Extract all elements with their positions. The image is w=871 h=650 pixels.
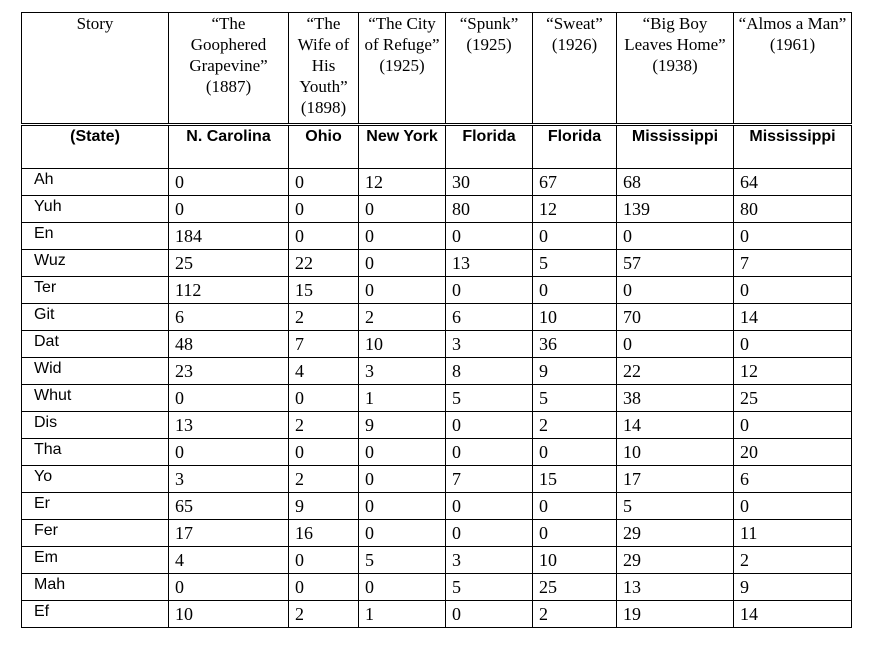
dialect-word-cell: Fer	[22, 520, 169, 547]
count-cell: 0	[446, 277, 533, 304]
table-row	[22, 439, 852, 466]
count-cell: 9	[734, 574, 852, 601]
state-header-row	[22, 125, 852, 169]
count-cell: 13	[446, 250, 533, 277]
count-cell: 1	[359, 385, 446, 412]
count-cell: 3	[169, 466, 289, 493]
count-cell: 0	[289, 223, 359, 250]
count-cell: 0	[617, 223, 734, 250]
count-cell: 2	[289, 304, 359, 331]
count-cell: 9	[359, 412, 446, 439]
count-cell: 10	[617, 439, 734, 466]
count-cell: 29	[617, 520, 734, 547]
dialect-word-cell: Wid	[22, 358, 169, 385]
state-header-label: (State)	[22, 125, 169, 169]
count-cell: 29	[617, 547, 734, 574]
count-cell: 20	[734, 439, 852, 466]
count-cell: 0	[169, 169, 289, 196]
count-cell: 11	[734, 520, 852, 547]
count-cell: 0	[289, 169, 359, 196]
table-row	[22, 547, 852, 574]
count-cell: 0	[734, 493, 852, 520]
count-cell: 0	[533, 277, 617, 304]
count-cell: 5	[359, 547, 446, 574]
count-cell: 0	[446, 493, 533, 520]
story-title: “The Wife of His Youth” (1898)	[289, 13, 359, 125]
count-cell: 0	[359, 574, 446, 601]
count-cell: 5	[533, 250, 617, 277]
count-cell: 2	[289, 412, 359, 439]
dialect-word-cell: Mah	[22, 574, 169, 601]
count-cell: 6	[734, 466, 852, 493]
count-cell: 7	[734, 250, 852, 277]
story-state: Mississippi	[734, 125, 852, 169]
count-cell: 23	[169, 358, 289, 385]
count-cell: 0	[533, 520, 617, 547]
count-cell: 57	[617, 250, 734, 277]
count-cell: 19	[617, 601, 734, 628]
count-cell: 15	[533, 466, 617, 493]
dialect-word-cell: Whut	[22, 385, 169, 412]
count-cell: 65	[169, 493, 289, 520]
count-cell: 14	[734, 601, 852, 628]
count-cell: 10	[359, 331, 446, 358]
count-cell: 5	[446, 385, 533, 412]
count-cell: 3	[446, 547, 533, 574]
count-cell: 12	[734, 358, 852, 385]
count-cell: 2	[289, 466, 359, 493]
story-title: “Spunk” (1925)	[446, 13, 533, 125]
count-cell: 0	[446, 412, 533, 439]
count-cell: 5	[446, 574, 533, 601]
count-cell: 4	[169, 547, 289, 574]
count-cell: 36	[533, 331, 617, 358]
dialect-word-cell: Tha	[22, 439, 169, 466]
count-cell: 5	[617, 493, 734, 520]
table-row	[22, 412, 852, 439]
count-cell: 0	[169, 574, 289, 601]
dialect-word-cell: Wuz	[22, 250, 169, 277]
table-row	[22, 250, 852, 277]
count-cell: 30	[446, 169, 533, 196]
table-row	[22, 304, 852, 331]
count-cell: 22	[617, 358, 734, 385]
count-cell: 0	[617, 331, 734, 358]
story-title: “Sweat” (1926)	[533, 13, 617, 125]
count-cell: 80	[446, 196, 533, 223]
count-cell: 9	[533, 358, 617, 385]
count-cell: 5	[533, 385, 617, 412]
count-cell: 2	[533, 601, 617, 628]
table-row	[22, 223, 852, 250]
story-state: Florida	[446, 125, 533, 169]
count-cell: 12	[533, 196, 617, 223]
count-cell: 80	[734, 196, 852, 223]
count-cell: 70	[617, 304, 734, 331]
count-cell: 139	[617, 196, 734, 223]
count-cell: 12	[359, 169, 446, 196]
story-header-row	[22, 13, 852, 125]
count-cell: 2	[533, 412, 617, 439]
count-cell: 14	[734, 304, 852, 331]
count-cell: 112	[169, 277, 289, 304]
dialect-word-cell: Dat	[22, 331, 169, 358]
count-cell: 0	[734, 412, 852, 439]
table-row	[22, 601, 852, 628]
story-title: “Almos a Man” (1961)	[734, 13, 852, 125]
table-row	[22, 358, 852, 385]
count-cell: 0	[359, 277, 446, 304]
dialect-word-cell: Yuh	[22, 196, 169, 223]
count-cell: 8	[446, 358, 533, 385]
count-cell: 15	[289, 277, 359, 304]
story-title: “Big Boy Leaves Home” (1938)	[617, 13, 734, 125]
count-cell: 10	[169, 601, 289, 628]
count-cell: 2	[289, 601, 359, 628]
dialect-word-cell: Git	[22, 304, 169, 331]
count-cell: 0	[446, 439, 533, 466]
count-cell: 13	[617, 574, 734, 601]
count-cell: 0	[359, 223, 446, 250]
count-cell: 0	[617, 277, 734, 304]
count-cell: 17	[169, 520, 289, 547]
count-cell: 6	[169, 304, 289, 331]
count-cell: 0	[359, 250, 446, 277]
count-cell: 10	[533, 547, 617, 574]
table-row	[22, 493, 852, 520]
count-cell: 0	[169, 385, 289, 412]
count-cell: 6	[446, 304, 533, 331]
count-cell: 7	[446, 466, 533, 493]
count-cell: 4	[289, 358, 359, 385]
dialect-word-cell: Ah	[22, 169, 169, 196]
table-row	[22, 520, 852, 547]
count-cell: 0	[169, 439, 289, 466]
count-cell: 9	[289, 493, 359, 520]
count-cell: 184	[169, 223, 289, 250]
table-row	[22, 574, 852, 601]
count-cell: 13	[169, 412, 289, 439]
count-cell: 0	[359, 493, 446, 520]
count-cell: 0	[289, 196, 359, 223]
count-cell: 14	[617, 412, 734, 439]
count-cell: 1	[359, 601, 446, 628]
table-body	[22, 169, 852, 628]
dialect-word-cell: Er	[22, 493, 169, 520]
dialect-word-cell: Ter	[22, 277, 169, 304]
count-cell: 0	[289, 547, 359, 574]
table-row	[22, 169, 852, 196]
table-row	[22, 196, 852, 223]
dialect-word-cell: Em	[22, 547, 169, 574]
count-cell: 2	[734, 547, 852, 574]
count-cell: 0	[734, 277, 852, 304]
count-cell: 0	[734, 331, 852, 358]
count-cell: 0	[533, 223, 617, 250]
count-cell: 38	[617, 385, 734, 412]
story-title: “The City of Refuge” (1925)	[359, 13, 446, 125]
count-cell: 0	[359, 439, 446, 466]
count-cell: 0	[359, 196, 446, 223]
dialect-word-count-table	[21, 12, 852, 628]
dialect-word-cell: En	[22, 223, 169, 250]
count-cell: 0	[446, 223, 533, 250]
story-state: New York	[359, 125, 446, 169]
story-state: Mississippi	[617, 125, 734, 169]
story-title: “The Goophered Grapevine” (1887)	[169, 13, 289, 125]
count-cell: 0	[359, 520, 446, 547]
table-row	[22, 331, 852, 358]
count-cell: 48	[169, 331, 289, 358]
count-cell: 0	[446, 601, 533, 628]
table-row	[22, 385, 852, 412]
dialect-word-cell: Yo	[22, 466, 169, 493]
count-cell: 0	[289, 385, 359, 412]
count-cell: 64	[734, 169, 852, 196]
count-cell: 0	[169, 196, 289, 223]
count-cell: 0	[533, 493, 617, 520]
dialect-word-cell: Ef	[22, 601, 169, 628]
story-state: N. Carolina	[169, 125, 289, 169]
count-cell: 10	[533, 304, 617, 331]
count-cell: 0	[359, 466, 446, 493]
count-cell: 25	[734, 385, 852, 412]
count-cell: 0	[289, 439, 359, 466]
count-cell: 25	[169, 250, 289, 277]
story-state: Ohio	[289, 125, 359, 169]
count-cell: 2	[359, 304, 446, 331]
count-cell: 22	[289, 250, 359, 277]
table-row	[22, 277, 852, 304]
count-cell: 25	[533, 574, 617, 601]
table-row	[22, 466, 852, 493]
count-cell: 17	[617, 466, 734, 493]
count-cell: 0	[446, 520, 533, 547]
count-cell: 68	[617, 169, 734, 196]
count-cell: 7	[289, 331, 359, 358]
dialect-word-cell: Dis	[22, 412, 169, 439]
story-state: Florida	[533, 125, 617, 169]
count-cell: 0	[734, 223, 852, 250]
count-cell: 16	[289, 520, 359, 547]
count-cell: 0	[289, 574, 359, 601]
count-cell: 3	[446, 331, 533, 358]
story-header-label: Story	[22, 13, 169, 125]
count-cell: 0	[533, 439, 617, 466]
count-cell: 3	[359, 358, 446, 385]
count-cell: 67	[533, 169, 617, 196]
